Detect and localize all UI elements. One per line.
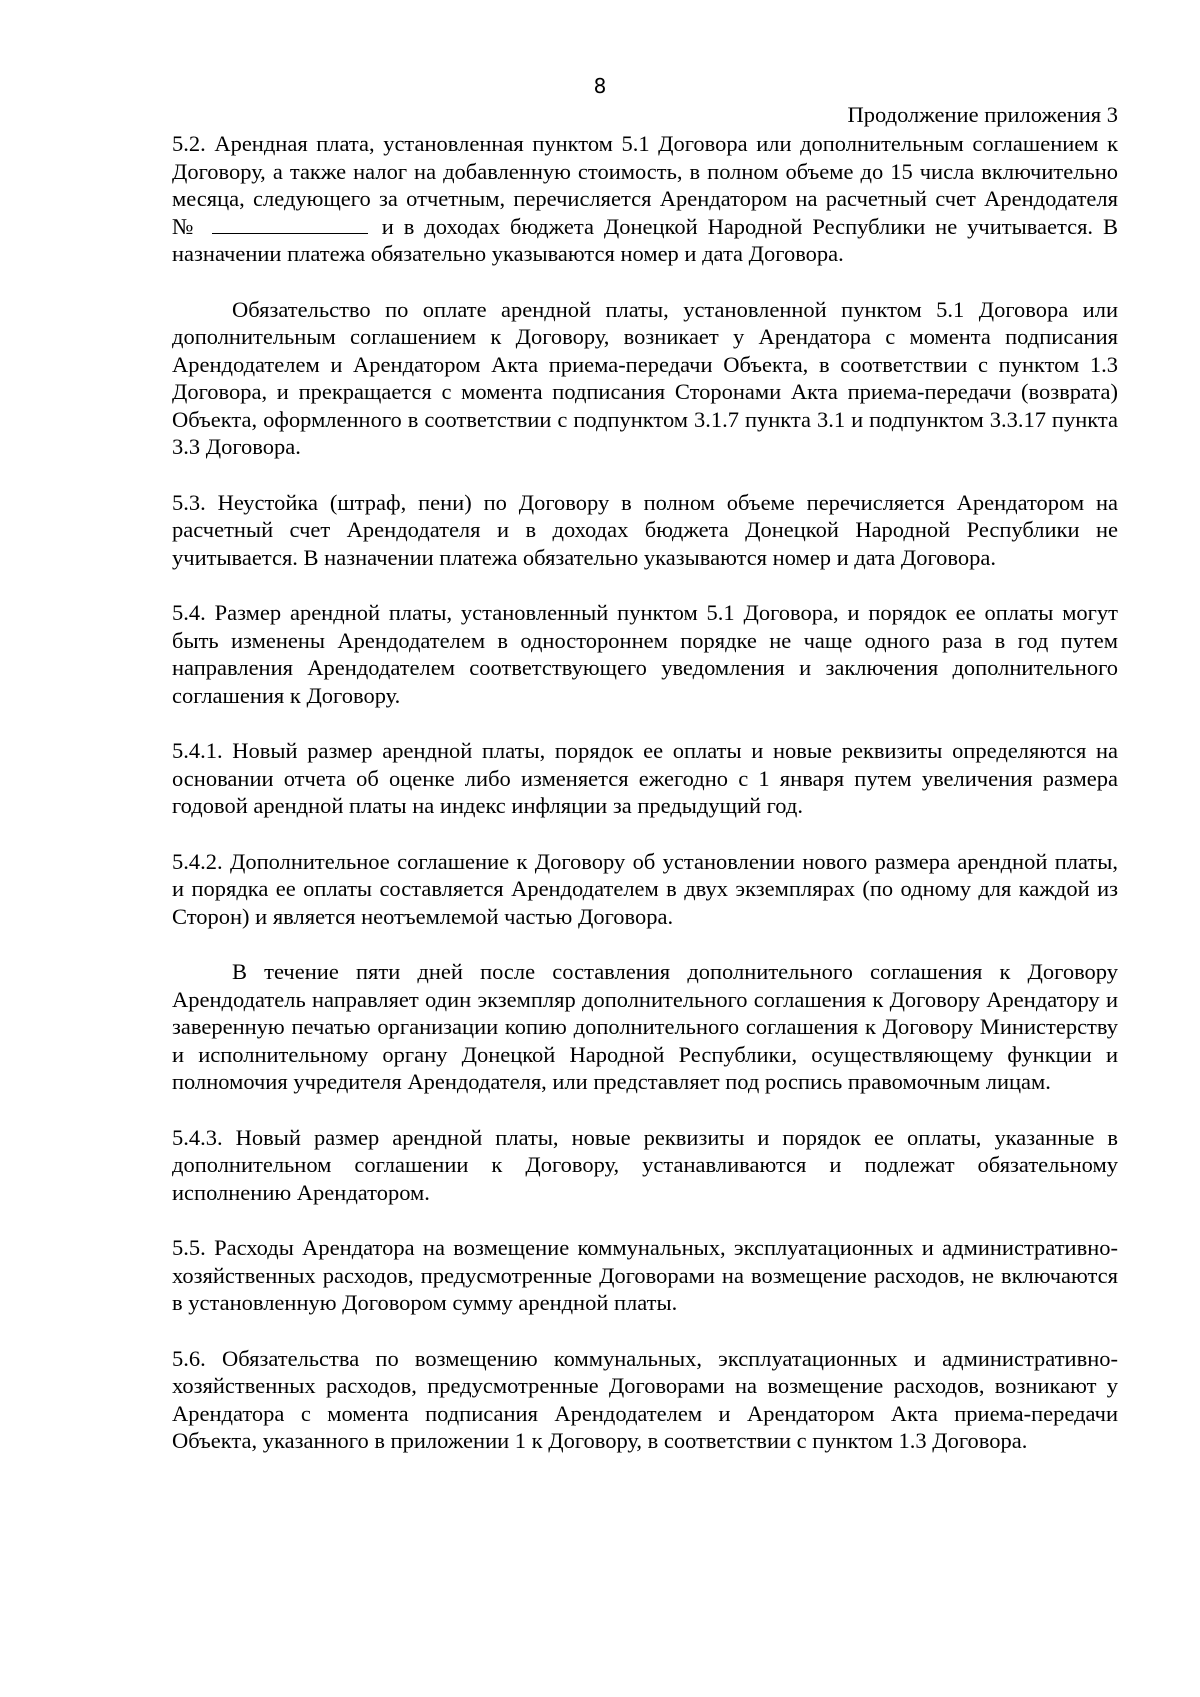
paragraph-5-4-1: 5.4.1. Новый размер арендной платы, порядок ее оплаты и новые реквизиты определяются на основании отчета об оценке либо изменяется ежегодно с 1 января путем увеличения размера годовой арендной платы на индекс инфляции за предыдущий год. [172, 738, 1118, 818]
page-number: 8 [593, 74, 607, 98]
paragraph-payment-obligation: Обязательство по оплате арендной платы, установленной пунктом 5.1 Договора или дополнительным соглашением к Договору, возникает у Арендатора с момента подписания Арендодателем и Арендатором Акта приема-передачи Объекта, в соответствии с пунктом 1.3 Договора, и прекращается с момента подписания Сторонами Акта приема-передачи (возврата) Объекта, оформленного в соответствии с подпунктом 3.1.7 пункта 3.1 и подпунктом 3.3.17 пункта 3.3 Договора. [172, 296, 1118, 459]
paragraph-5-6: 5.6. Обязательства по возмещению коммунальных, эксплуатационных и административно-хозяйственных расходов, предусмотренные Договорами на возмещение расходов, возникают у Арендатора с момента подписания Арендодателем и Арендатором Акта приема-передачи Объекта, указанного в приложении 1 к Договору, в соответствии с пунктом 1.3 Договора. [172, 1345, 1118, 1453]
paragraph-5-2-text-before: 5.2. Арендная плата, установленная пунктом 5.1 Договора или дополнительным соглашением к Договору, а также налог на добавленную стоимость, в полном объеме до 15 числа включительно месяца, следующего за отчетным, перечисляется Арендатором на расчетный счет Арендодателя № [172, 131, 1118, 239]
paragraph-five-days: В течение пяти дней после составления дополнительного соглашения к Договору Арендодатель направляет один экземпляр дополнительного соглашения к Договору Арендатору и заверенную печатью организации копию дополнительного соглашения к Договору Министерству и исполнительному органу Донецкой Народной Республики, осуществляющему функции и полномочия учредителя Арендодателя, или представляет под роспись правомочным лицам. [172, 959, 1118, 1094]
paragraph-5-4-3: 5.4.3. Новый размер арендной платы, новые реквизиты и порядок ее оплаты, указанные в дополнительном соглашении к Договору, устанавливаются и подлежат обязательному исполнению Арендатором. [172, 1124, 1118, 1205]
paragraph-5-3: 5.3. Неустойка (штраф, пени) по Договору в полном объеме перечисляется Арендатором на расчетный счет Арендодателя и в доходах бюджета Донецкой Народной Республики не учитывается. В назначении платежа обязательно указываются номер и дата Договора. [172, 489, 1118, 570]
paragraph-5-4: 5.4. Размер арендной платы, установленный пунктом 5.1 Договора, и порядок ее оплаты могут быть изменены Арендодателем в одностороннем порядке не чаще одного раза в год путем направления Арендодателем соответствующего уведомления и заключения дополнительного соглашения к Договору. [172, 600, 1118, 708]
paragraph-5-5: 5.5. Расходы Арендатора на возмещение коммунальных, эксплуатационных и административно-хозяйственных расходов, предусмотренные Договорами на возмещение расходов, не включаются в установленную Договором сумму арендной платы. [172, 1235, 1118, 1315]
document-body [172, 130, 1118, 1483]
paragraph-5-2-text-after: и в доходах бюджета Донецкой Народной Республики не учитывается. В назначении платежа обязательно указываются номер и дата Договора. [172, 213, 1118, 266]
paragraph-5-2 [172, 130, 1118, 268]
paragraph-5-4-2: 5.4.2. Дополнительное соглашение к Договору об установлении нового размера арендной платы, и порядка ее оплаты составляется Арендодателем в двух экземплярах (по одному для каждой из Сторон) и является неотъемлемой частью Договора. [172, 848, 1118, 929]
account-number-blank-line [212, 215, 368, 234]
appendix-continuation-header: Продолжение приложения 3 [847, 102, 1118, 127]
